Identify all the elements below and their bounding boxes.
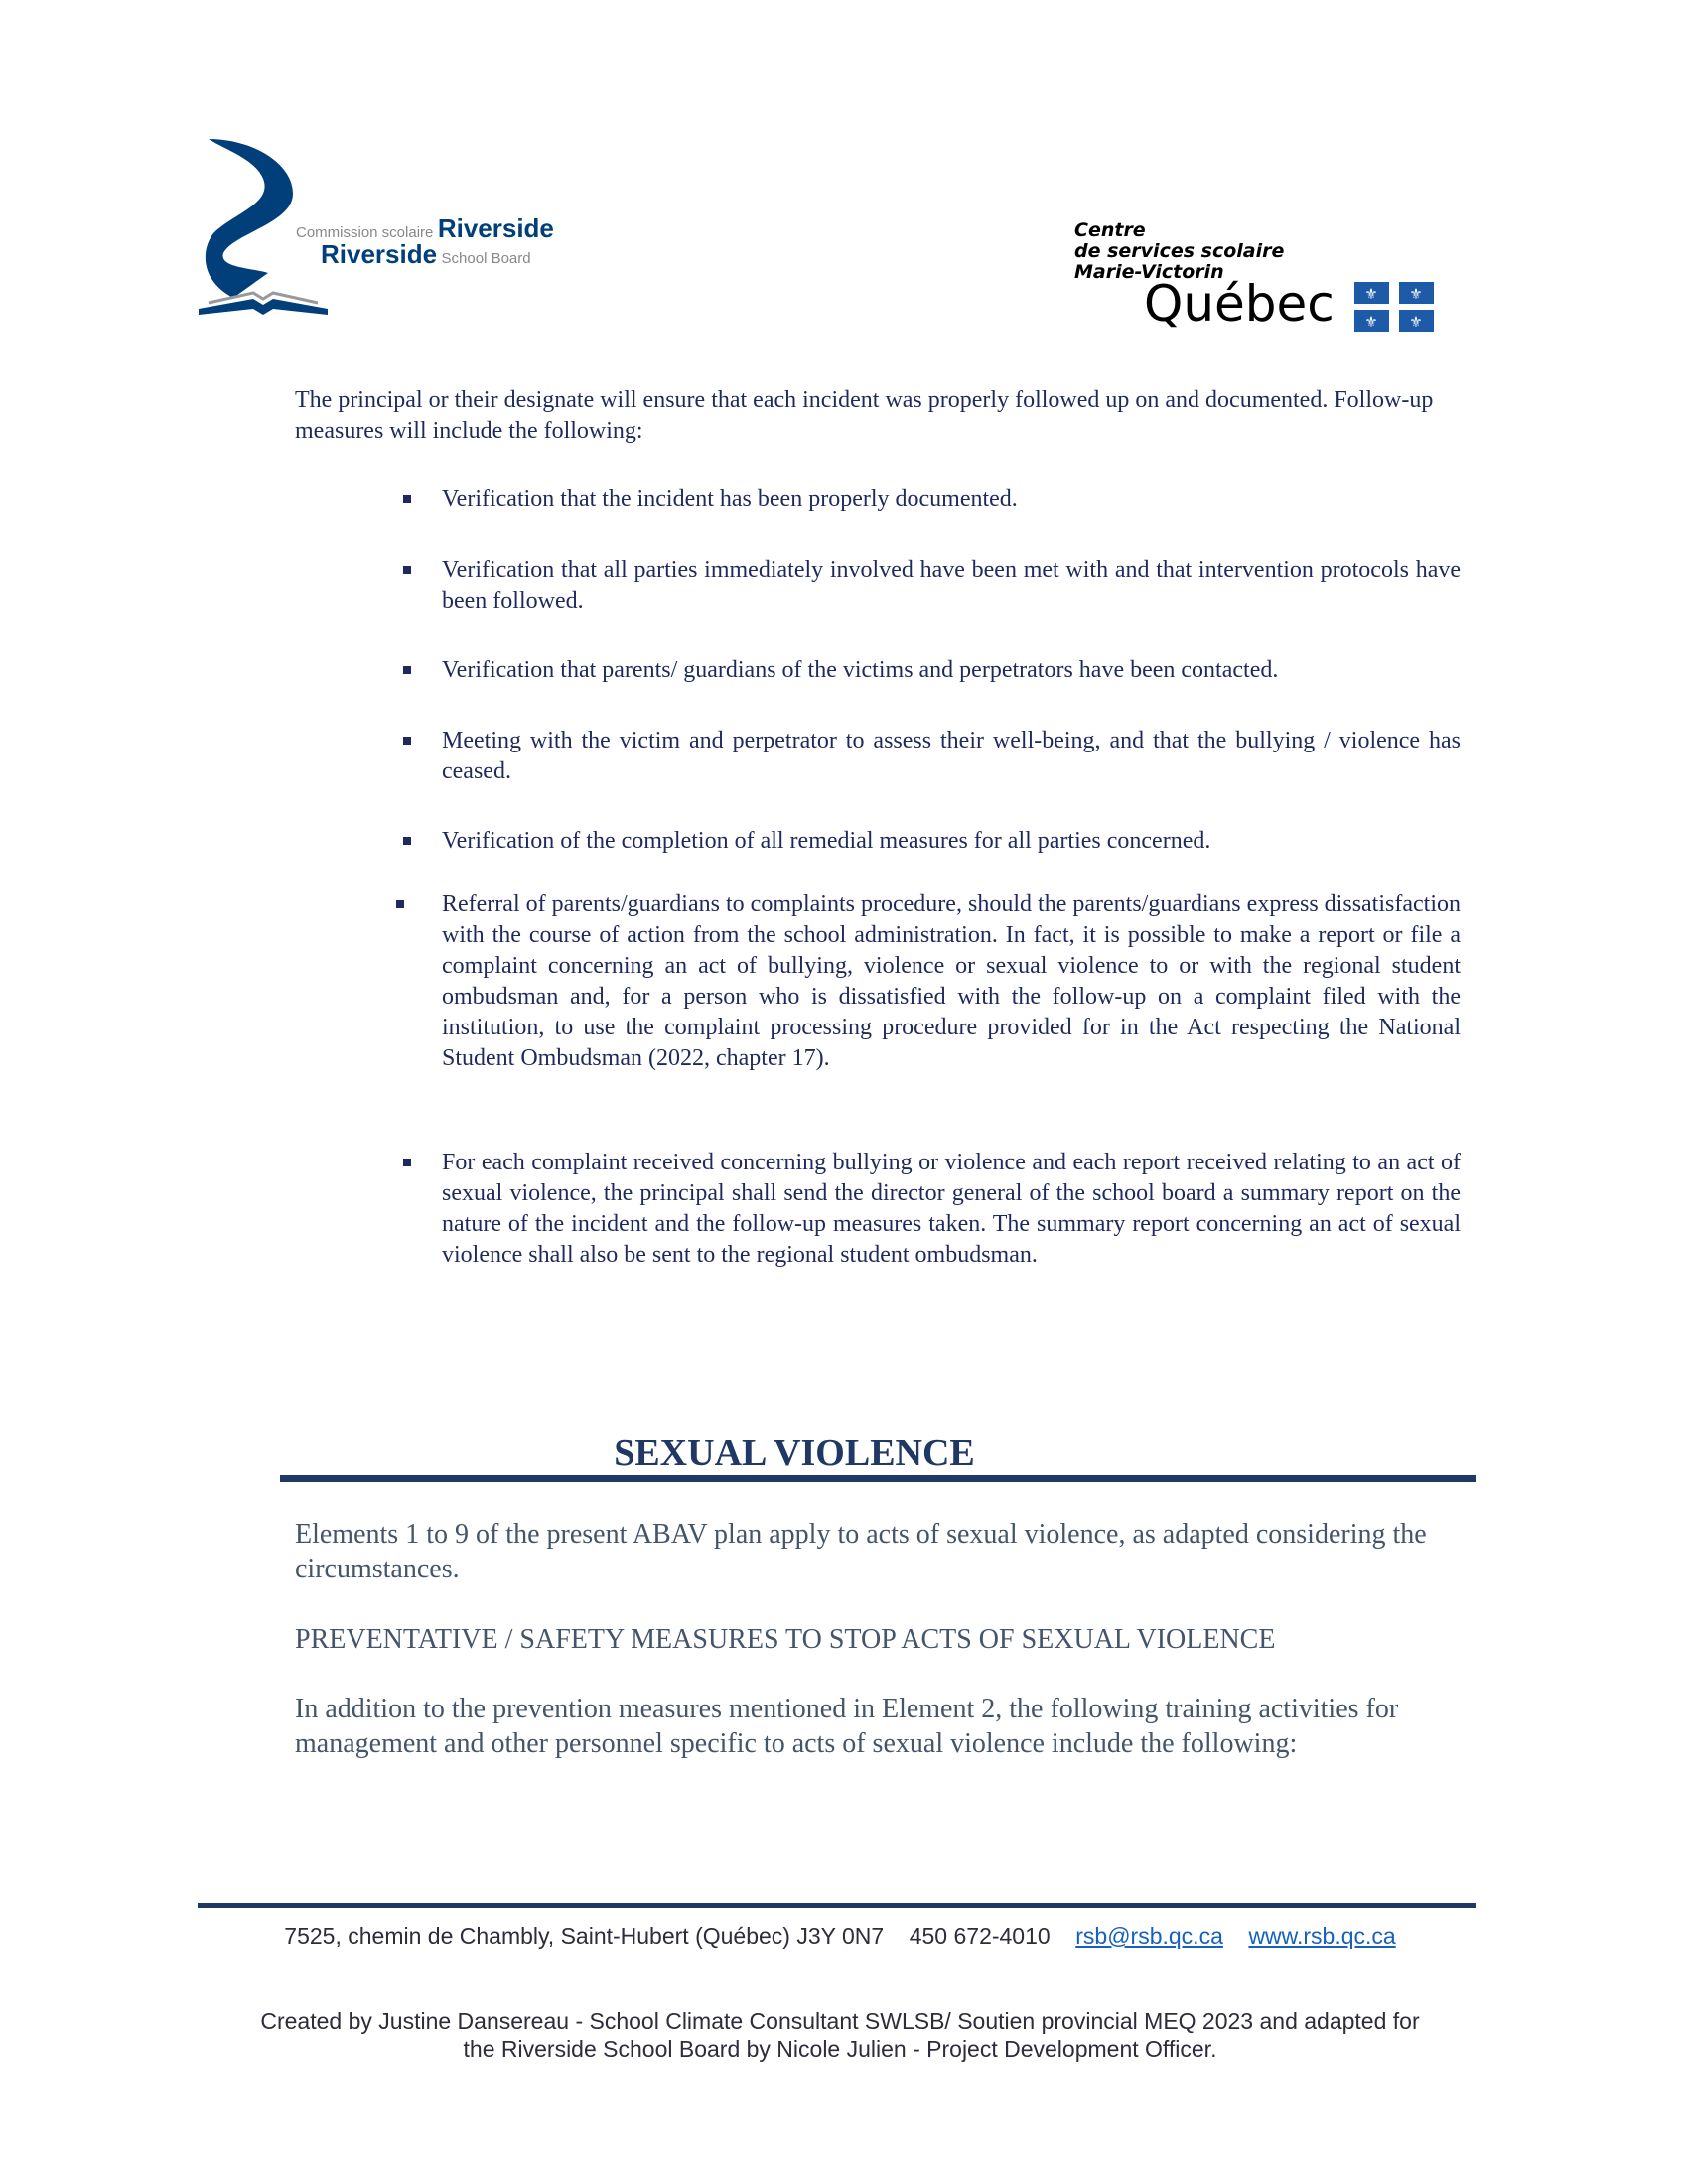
list-item: Verification that parents/ guardians of the victims and perpetrators have been contacted. [442, 655, 1461, 686]
quebec-flag-icon [1354, 282, 1436, 334]
section-paragraph: In addition to the prevention measures mentioned in Element 2, the following training activities for management and other personnel specific to acts of sexual violence include the following: [295, 1694, 1399, 1759]
list-item: Verification that all parties immediately involved have been met with and that intervention protocols have been followed. [442, 555, 1461, 616]
bullet-icon [403, 666, 411, 674]
bullet-icon [403, 737, 411, 745]
svg-text:⚜: ⚜ [1364, 285, 1378, 303]
bullet-icon [396, 900, 404, 908]
list-item: Verification that the incident has been properly documented. [442, 484, 1461, 515]
section-paragraph: Elements 1 to 9 of the present ABAV plan apply to acts of sexual violence, as adapted considering the circumstances. [295, 1519, 1427, 1584]
bullet-icon [403, 566, 411, 574]
svg-text:⚜: ⚜ [1409, 285, 1423, 303]
intro-paragraph: The principal or their designate will ensure that each incident was properly followed up on and documented. Follow-up measures will include the following: [295, 387, 1434, 444]
footer-divider [198, 1903, 1476, 1908]
list-item: Verification of the completion of all remedial measures for all parties concerned. [442, 826, 1461, 857]
footer-credit-line-1: Created by Justine Dansereau - School Climate Consultant SWLSB/ Soutien provincial MEQ 2023 and adapted for [260, 2008, 1420, 2034]
website-link[interactable]: www.rsb.qc.ca [1248, 1923, 1396, 1949]
list-item: Meeting with the victim and perpetrator to assess their well-being, and that the bullying / violence has ceased. [442, 726, 1461, 787]
svg-text:⚜: ⚜ [1409, 313, 1423, 331]
section-divider [280, 1475, 1476, 1482]
quebec-logo: Centre de services scolaire Marie-Victorin Québec ⚜ ⚜ ⚜ ⚜ [1074, 220, 1442, 344]
section-subheading: PREVENTATIVE / SAFETY MEASURES TO STOP ACTS OF SEXUAL VIOLENCE [295, 1624, 1276, 1655]
footer-credit-line-2: the Riverside School Board by Nicole Julien - Project Development Officer. [463, 2036, 1217, 2062]
section-title: SEXUAL VIOLENCE [614, 1433, 975, 1474]
list-item: For each complaint received concerning bullying or violence and each report received relating to an act of sexual violence, the principal shall send the director general of the school board a summary report on the nature of the incident and the follow-up measures taken. The summary report concerning an act of sexual violence shall also be sent to the regional student ombudsman. [442, 1148, 1461, 1271]
footer-contact: 7525, chemin de Chambly, Saint-Hubert (Québec) J3Y 0N7 450 672-4010 rsb@rsb.qc.ca www.rsb.qc.ca [284, 1923, 1396, 1949]
svg-text:⚜: ⚜ [1364, 313, 1378, 331]
bullet-icon [403, 837, 411, 845]
riverside-logo: Commission scolaire Riverside Riverside School Board [194, 134, 571, 323]
bullet-icon [403, 495, 411, 503]
email-link[interactable]: rsb@rsb.qc.ca [1075, 1923, 1223, 1949]
bullet-icon [403, 1159, 411, 1166]
list-item: Referral of parents/guardians to complaints procedure, should the parents/guardians express dissatisfaction with the course of action from the school administration. In fact, it is possible to make a report or file a complaint concerning an act of bullying, violence or sexual violence to or with the regional student ombudsman and, for a person who is dissatisfied with the follow-up on a complaint filed with the institution, to use the complaint processing procedure provided for in the Act respecting the National Student Ombudsman (2022, chapter 17). [442, 889, 1461, 1074]
